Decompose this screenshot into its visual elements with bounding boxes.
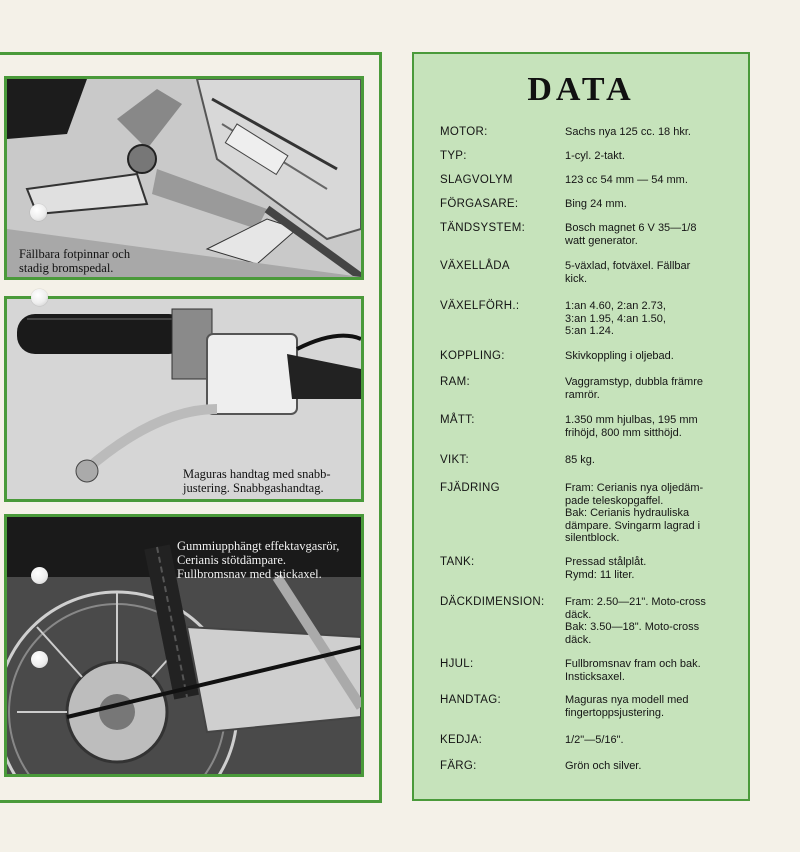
spec-label: TANK: [440,556,475,568]
spec-value: Fram: Cerianis nya oljedäm- pade teleskopgaffel. Bak: Cerianis hydrauliska dämpare. Svingarm lagrad i silentblock. [565,482,704,544]
spec-label: VIKT: [440,454,469,466]
spec-value: 1-cyl. 2-takt. [565,150,625,162]
spec-value: Bosch magnet 6 V 35—1/8 watt generator. [565,222,697,247]
handlebar-photo [4,296,364,502]
white-dot-marker [31,651,48,668]
spec-label: HANDTAG: [440,694,501,706]
white-dot-marker [31,289,48,306]
spec-value: Fullbromsnav fram och bak. Insticksaxel. [565,658,701,683]
spec-value: Grön och silver. [565,760,642,772]
spec-value: 123 cc 54 mm — 54 mm. [565,174,688,186]
spec-value: 1.350 mm hjulbas, 195 mm frihöjd, 800 mm sitthöjd. [565,414,698,439]
white-dot-marker [31,567,48,584]
spec-label: HJUL: [440,658,474,670]
spec-value: Sachs nya 125 cc. 18 hkr. [565,126,691,138]
spec-value: 1/2"—5/16". [565,734,624,746]
spec-value: Skivkoppling i oljebad. [565,350,674,362]
spec-label: FÄRG: [440,760,477,772]
spec-label: VÄXELFÖRH.: [440,300,520,312]
spec-value: 85 kg. [565,454,595,466]
spec-label: MOTOR: [440,126,488,138]
white-dot-marker [30,204,47,221]
footpeg-photo [4,76,364,280]
footpeg-caption: Fällbara fotpinnar och stadig bromspedal. [19,247,131,275]
spec-label: DÄCKDIMENSION: [440,596,545,608]
spec-label: KOPPLING: [440,350,505,362]
rear-wheel-caption: Gummiupphängt effektavgasrör, Cerianis stötdämpare. Fullbromsnav med stickaxel. [177,539,340,581]
spec-label: FJÄDRING [440,482,500,494]
handlebar-caption: Maguras handtag med snabb- justering. Snabbgashandtag. [183,467,331,495]
spec-label: VÄXELLÅDA [440,260,510,272]
spec-value: Pressad stålplåt. Rymd: 11 liter. [565,556,647,581]
data-title: DATA [527,71,635,108]
spec-label: TYP: [440,150,467,162]
spec-value: Vaggramstyp, dubbla främre ramrör. [565,376,703,401]
spec-label: TÄNDSYSTEM: [440,222,526,234]
spec-value: Bing 24 mm. [565,198,627,210]
spec-value: Fram: 2.50—21". Moto-cross däck. Bak: 3.50—18". Moto-cross däck. [565,596,706,646]
spec-label: FÖRGASARE: [440,198,519,210]
spec-label: KEDJA: [440,734,483,746]
spec-value: 1:an 4.60, 2:an 2.73, 3:an 1.95, 4:an 1.50, 5:an 1.24. [565,300,666,337]
data-panel [412,52,750,801]
spec-label: MÅTT: [440,414,475,426]
spec-value: Maguras nya modell med fingertoppsjustering. [565,694,689,719]
spec-label: SLAGVOLYM [440,174,513,186]
spec-label: RAM: [440,376,470,388]
rear-wheel-photo [4,514,364,777]
spec-value: 5-växlad, fotväxel. Fällbar kick. [565,260,691,285]
